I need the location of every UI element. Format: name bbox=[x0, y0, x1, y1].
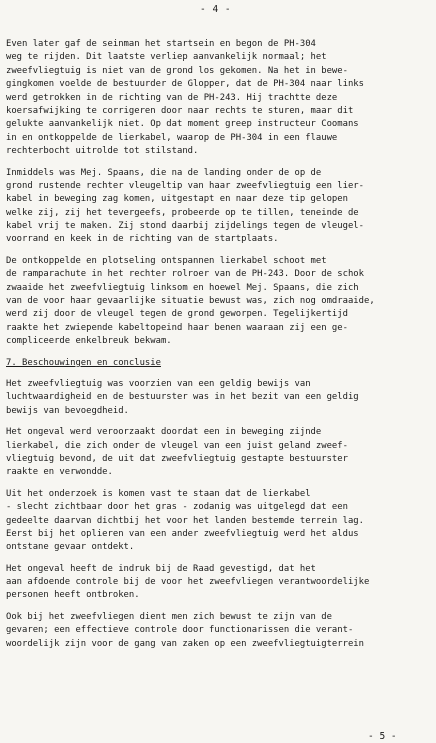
text-line: werd zij door de vleugel tegen de grond geworpen. Tegelijkertijd bbox=[6, 309, 348, 320]
section-heading-text: 7. Beschouwingen en conclusie bbox=[6, 357, 161, 368]
paragraph-gap bbox=[6, 555, 430, 563]
page-number-top: - 4 - bbox=[200, 4, 232, 15]
text-line: De ontkoppelde en plotseling ontspannen lierkabel schoot met bbox=[6, 255, 327, 266]
paragraph bbox=[6, 563, 430, 603]
paragraph-gap bbox=[6, 370, 430, 378]
text-line: Even later gaf de seinman het startsein en begon de PH-304 bbox=[6, 39, 316, 49]
paragraph-gap bbox=[6, 418, 430, 426]
text-line: zwaaide het zweefvliegtuig linksom en hoewel Mej. Spaans, die zich bbox=[6, 282, 359, 293]
text-line: Uit het onderzoek is komen vast te staan dat de lierkabel bbox=[6, 488, 311, 499]
text-line: de ramparachute in het rechter rolroer van de PH-243. Door de schok bbox=[6, 269, 364, 280]
text-line: zweefvliegtuig is niet van de grond los gekomen. Na het in bewe- bbox=[6, 65, 348, 76]
text-line: woordelijk zijn voor de gang van zaken op een zweefvliegtuigterrein bbox=[6, 638, 364, 649]
paragraph bbox=[6, 426, 430, 480]
paragraph-gap bbox=[6, 349, 430, 357]
text-line: weg te rijden. Dit laatste verliep aanvankelijk normaal; het bbox=[6, 52, 327, 63]
text-line: ontstane gevaar ontdekt. bbox=[6, 542, 135, 553]
text-line: Het ongeval werd veroorzaakt doordat een in beweging zijnde bbox=[6, 427, 322, 438]
text-line: voorrand en keek in de richting van de startplaats. bbox=[6, 234, 279, 245]
text-line: personen heeft ontbroken. bbox=[6, 590, 140, 601]
text-line: werd getrokken in de richting van de PH-243. Hij trachtte deze bbox=[6, 92, 338, 103]
paragraph-gap bbox=[6, 159, 430, 167]
text-line: in en ontkoppelde de lierkabel, waarop de PH-304 in een flauwe bbox=[6, 132, 338, 143]
text-line: Inmiddels was Mej. Spaans, die na de landing onder de op de bbox=[6, 167, 322, 178]
text-line: bewijs van bevoegdheid. bbox=[6, 405, 129, 416]
text-line: vliegtuig bevond, de uit dat zweefvliegtuig gestapte bestuurster bbox=[6, 453, 348, 464]
text-line: grond rustende rechter vleugeltip van haar zweefvliegtuig een lier- bbox=[6, 180, 364, 191]
text-line: Ook bij het zweefvliegen dient men zich bewust te zijn van de bbox=[6, 611, 332, 622]
text-line: van de voor haar gevaarlijke situatie bewust was, zich nog omdraaide, bbox=[6, 296, 375, 307]
paragraph-gap bbox=[6, 603, 430, 611]
text-line: gelukte aanvankelijk niet. Op dat moment greep instructeur Coomans bbox=[6, 119, 359, 130]
text-line: gevaren; een effectieve controle door functionarissen die verant- bbox=[6, 625, 354, 636]
paragraph bbox=[6, 167, 430, 247]
text-line: kabel in beweging zag komen, uitgestapt en naar deze tip gelopen bbox=[6, 194, 348, 205]
text-line: raakte en verwondde. bbox=[6, 467, 113, 478]
paragraph bbox=[6, 255, 430, 349]
text-line: Het zweefvliegtuig was voorzien van een geldig bewijs van bbox=[6, 378, 311, 389]
paragraph-gap bbox=[6, 247, 430, 255]
text-line: welke zij, zij het tevergeefs, probeerde op te tillen, teneinde de bbox=[6, 207, 359, 218]
text-line: Het ongeval heeft de indruk bij de Raad gevestigd, dat het bbox=[6, 563, 316, 574]
text-line: aan afdoende controle bij de voor het zweefvliegen verantwoordelijke bbox=[6, 577, 370, 588]
text-line: gedeelte daarvan dichtbij het voor het landen bestemde terrein lag. bbox=[6, 515, 364, 526]
paragraph-gap bbox=[6, 480, 430, 488]
page-number-bottom: - 5 - bbox=[368, 731, 397, 742]
text-line: gingkomen voelde de bestuurder de Glopper, dat de PH-304 naar links bbox=[6, 79, 364, 90]
text-line: Eerst bij het oplieren van een ander zweefvliegtuig werd het aldus bbox=[6, 528, 359, 539]
text-line: compliceerde enkelbreuk bekwam. bbox=[6, 336, 172, 347]
paragraph bbox=[6, 378, 430, 418]
text-line: kabel vrij te maken. Zij stond daarbij zijdelings tegen de vleugel- bbox=[6, 221, 364, 232]
document-body bbox=[6, 38, 430, 651]
section-heading bbox=[6, 357, 430, 370]
paragraph bbox=[6, 38, 430, 159]
text-line: rechterbocht uitrolde tot stilstand. bbox=[6, 146, 199, 157]
text-line: luchtwaardigheid en de bestuurster was in het bezit van een geldig bbox=[6, 392, 359, 403]
paragraph bbox=[6, 488, 430, 555]
paragraph bbox=[6, 611, 430, 651]
text-line: raakte het zwiepende kabeltopeind haar benen waaraan zij een ge- bbox=[6, 322, 348, 333]
text-line: koersafwijking te corrigeren door naar rechts te sturen, maar dit bbox=[6, 105, 354, 116]
text-line: lierkabel, die zich onder de vleugel van een juist geland zweef- bbox=[6, 440, 348, 451]
text-line: - slecht zichtbaar door het gras - zodanig was uitgelegd dat een bbox=[6, 502, 348, 513]
